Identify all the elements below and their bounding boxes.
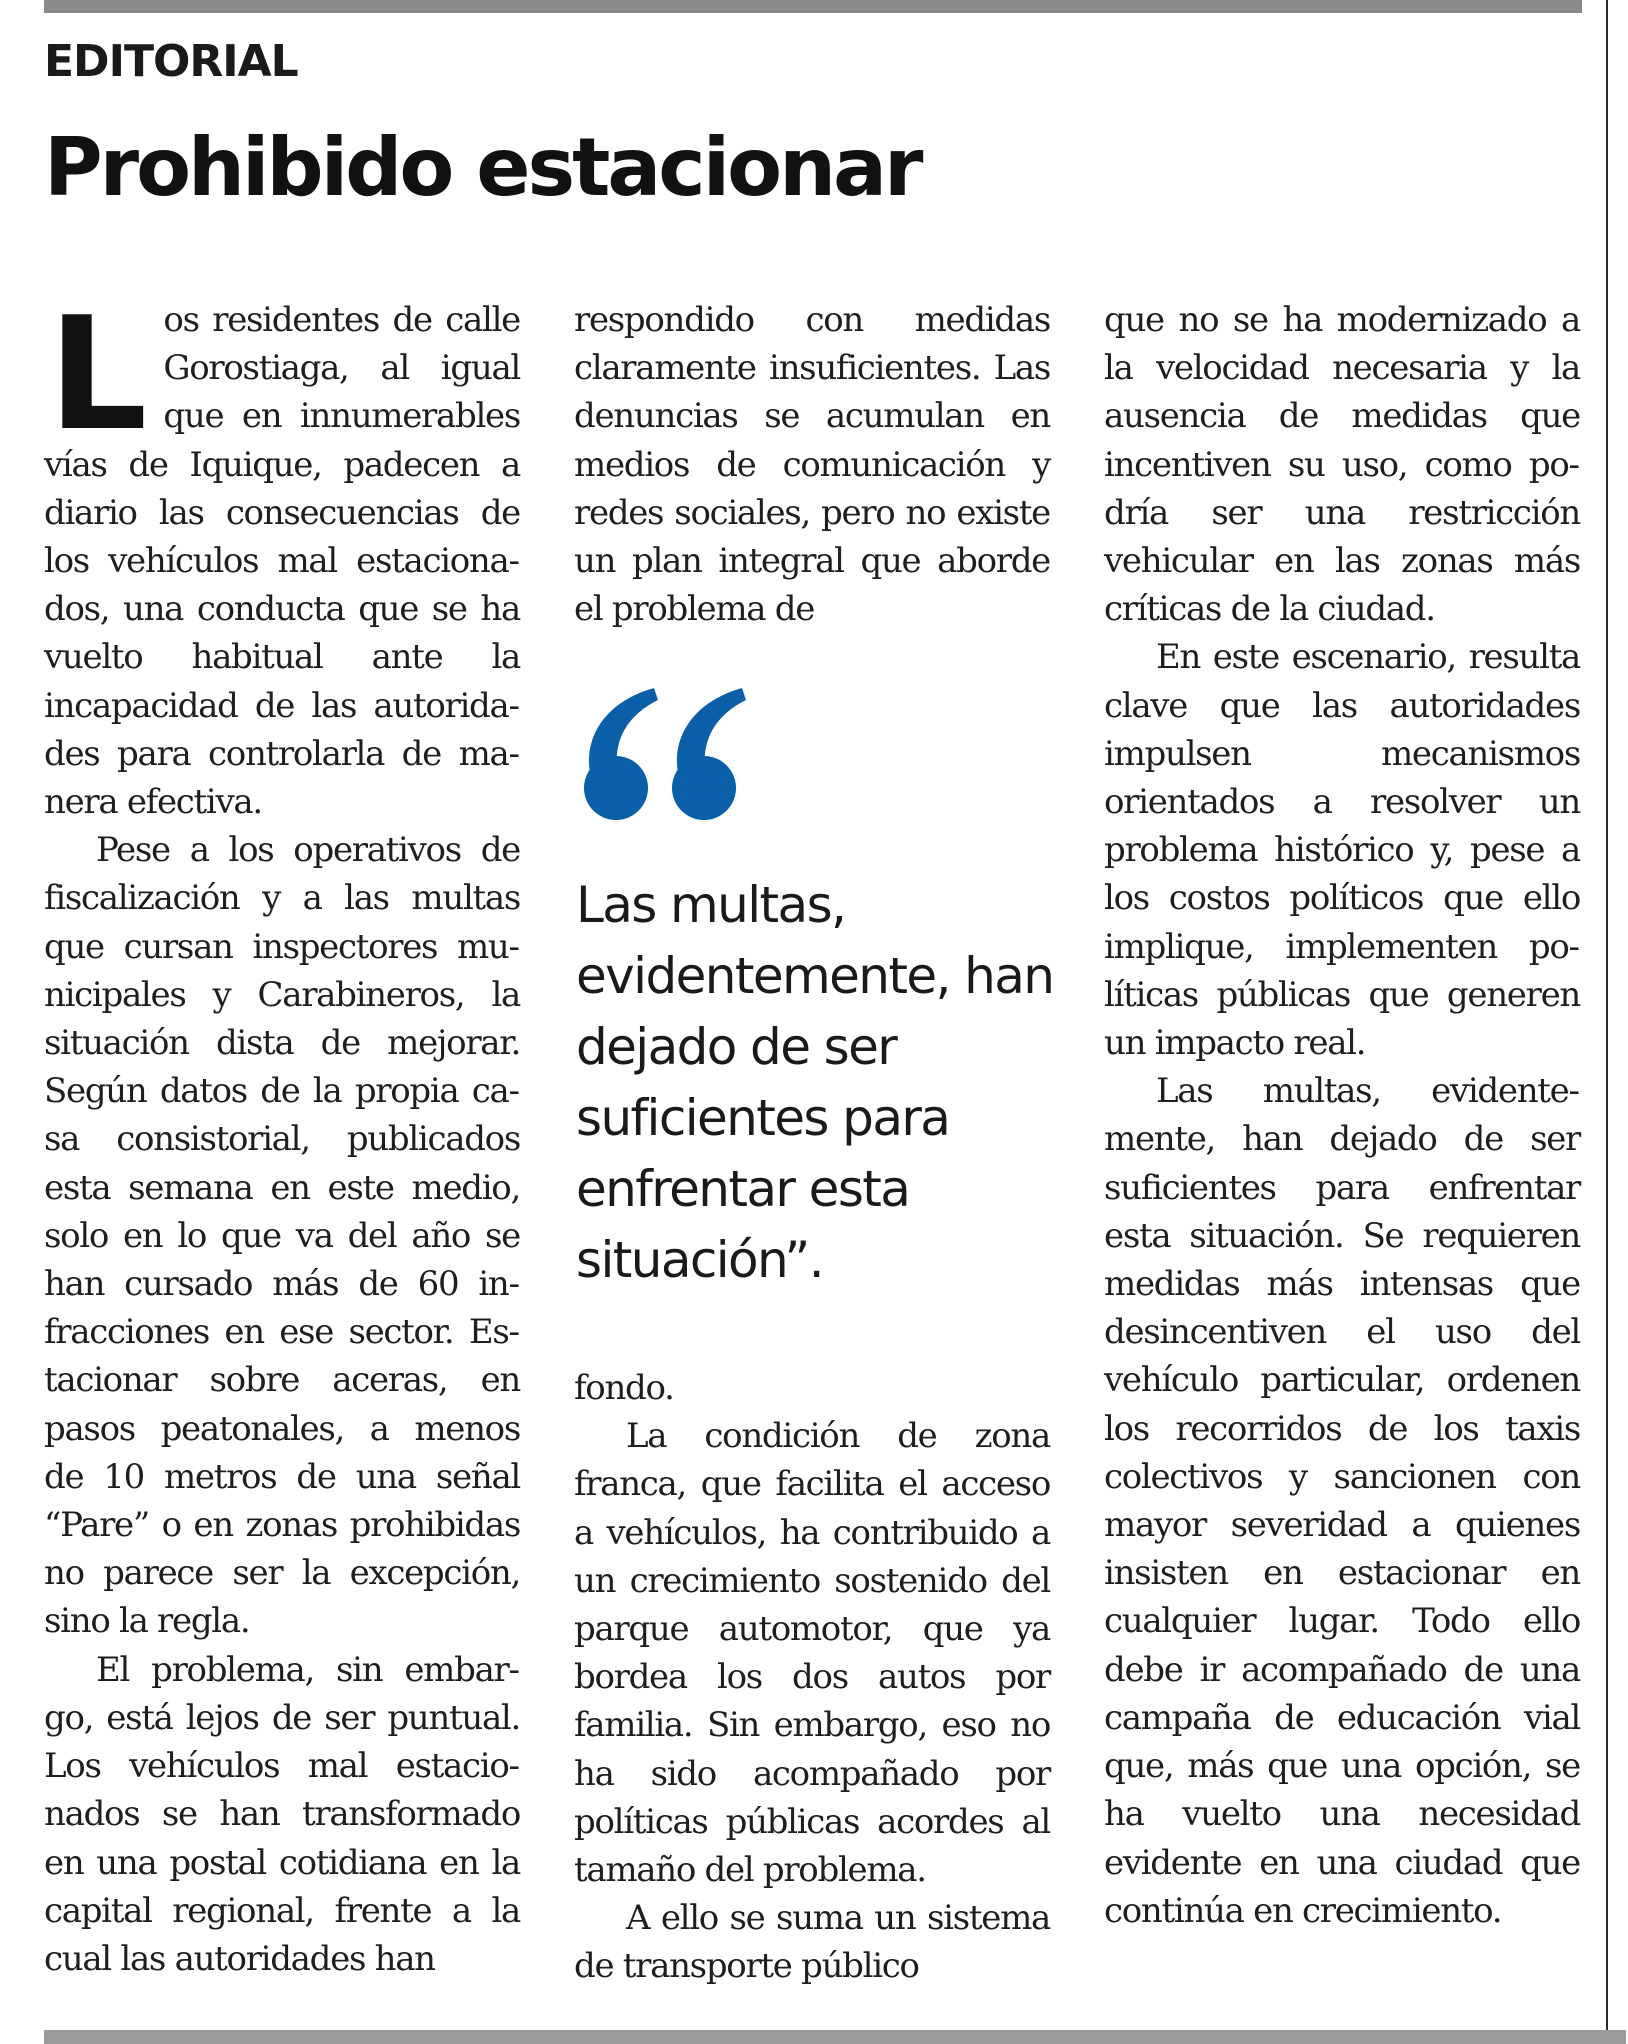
- quotation-marks-icon: [578, 682, 758, 832]
- headline: Prohibido estacionar: [44, 121, 921, 214]
- paragraph-1-text: os residentes de calle Gorostiaga, al igual que en innumerables vías de Iquique, padecen a diario las consecuencias de los vehículos mal estacionados, una conducta que se ha vuelto habitual ante la incapacidad de las autoridades para controlarla de manera efectiva.: [44, 300, 520, 823]
- paragraph-6: A ello se suma un sistema de transporte público: [574, 1898, 1050, 1987]
- article-column-3: [1104, 296, 1580, 1935]
- bottom-rule: [44, 2030, 1626, 2044]
- paragraph-4: respondido con medidas claramente insuficientes. Las denuncias se acumulan en medios de comunicación y redes sociales, pero no existe un plan integral que aborde el problema de: [574, 300, 1050, 630]
- paragraph-8: Las multas, evidentemente, han dejado de ser suficientes para enfrentar esta situación. Se requieren medidas más intensas que desincentiven el uso del vehículo particular, ordenen los recorridos de los taxis colectivos y sancionen con mayor severidad a quienes insisten en estacionar en cualquier lugar. Todo ello debe ir acompañado de una campaña de educación vial que, más que una opción, se ha vuelto una necesidad evidente en una ciudad que continúa en crecimiento.: [1104, 1071, 1580, 1931]
- drop-cap: L: [48, 283, 148, 465]
- article-column-1: [44, 283, 520, 1983]
- paragraph-1: [44, 283, 520, 826]
- paragraph-7: En este escenario, resulta clave que las autoridades impulsen mecanismos orientados a resolver un problema histórico y, pese a los costos políticos que ello implique, implementen políticas públicas que generen un impacto real.: [1104, 637, 1580, 1064]
- quote-glyph-right: [672, 688, 746, 820]
- paragraph-6-continuation: que no se ha modernizado a la velocidad necesaria y la ausencia de medidas que incentiven su uso, como podría ser una restricción vehicular en las zonas más críticas de la ciudad.: [1104, 300, 1580, 630]
- paragraph-4-continuation: fondo.: [574, 1368, 674, 1408]
- paragraph-2: Pese a los operativos de fiscalización y a las multas que cursan inspectores municipales y Carabineros, la situación dista de mejorar. Según datos de la propia casa consistorial, publicados esta semana en este medio, solo en lo que va del año se han cursado más de 60 infracciones en ese sector. Estacionar sobre aceras, en pasos peatonales, a menos de 10 metros de una señal “Pare” o en zonas prohibidas no parece ser la excepción, sino la regla.: [44, 830, 520, 1642]
- paragraph-3: El problema, sin embargo, está lejos de ser puntual. Los vehículos mal estacionados se han transformado en una postal cotidiana en la capital regional, frente a la cual las autoridades han: [44, 1649, 520, 1979]
- section-label: EDITORIAL: [44, 36, 298, 87]
- pull-quote: Las multas, evidentemente, han dejado de ser suficientes para enfrentar esta situación”.: [576, 876, 1054, 1289]
- paragraph-5: La condición de zona franca, que facilita el acceso a vehículos, ha contribuido a un crecimiento sostenido del parque automotor, que ya bordea los dos autos por familia. Sin embargo, eso no ha sido acompañado por políticas públicas acordes al tamaño del problema.: [574, 1416, 1050, 1891]
- article-column-2-bottom: [574, 1364, 1050, 1991]
- quote-glyph-left: [584, 688, 658, 820]
- top-rule: [44, 0, 1582, 13]
- article-column-2-top: [574, 296, 1050, 633]
- right-border: [1606, 0, 1608, 2030]
